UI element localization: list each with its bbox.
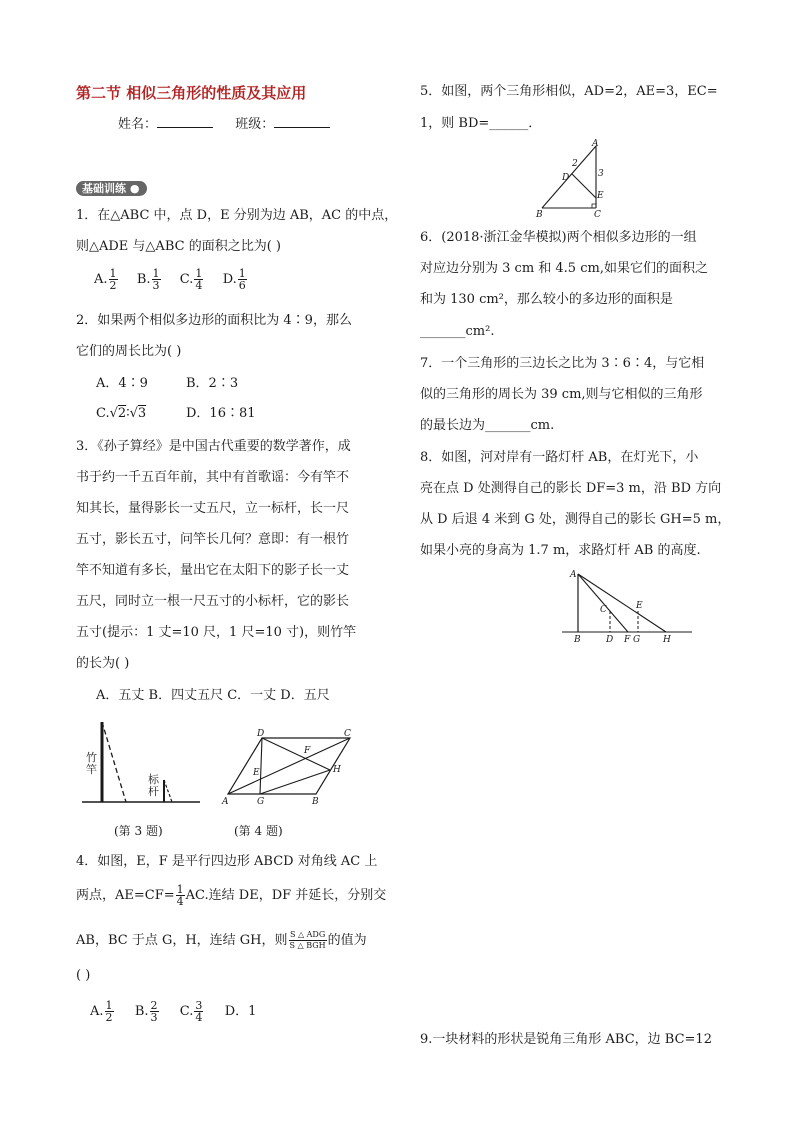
q2-option-c[interactable]: C.√2∶√3 — [96, 406, 147, 421]
badge-label: 基础训练 — [82, 182, 126, 195]
q4-option-b[interactable]: B. $\frac{2}{3}$ — [134, 999, 158, 1024]
figure-4-parallelogram — [220, 728, 360, 808]
fig5-label-b: B — [536, 210, 543, 220]
q4-line4: ( ) — [76, 968, 91, 983]
fig4-label-e: E — [253, 768, 260, 778]
exercise-badge: 基础训练 ● — [76, 177, 147, 196]
fig4-label-d: D — [257, 729, 265, 739]
q3-line3: 知其长，量得影长一丈五尺，立一标杆，长一尺 — [76, 501, 350, 516]
q2-line2: 它们的周长比为( ) — [76, 344, 182, 359]
fig3-pole-label: 竹 竿 — [86, 751, 97, 776]
q6-line1: 6．(2018·浙江金华模拟)两个相似多边形的一组 — [420, 230, 697, 245]
fig4-caption: (第 4 题) — [234, 824, 283, 838]
fig4-label-h: H — [333, 765, 341, 775]
fig4-label-f: F — [304, 746, 311, 756]
q3-line1: 3．《孙子算经》是中国古代重要的数学著作，成 — [76, 439, 351, 454]
fig8-label-f: F — [624, 635, 631, 644]
q3-line4: 五寸，影长五寸，问竿长几何？意即：有一根竹 — [76, 532, 350, 547]
q5-line1: 5．如图，两个三角形相似，AD=2，AE=3，EC= — [420, 84, 718, 99]
q3-line5: 竿不知道有多长，量出它在太阳下的影子长一丈 — [76, 563, 350, 578]
section-title: 第二节 相似三角形的性质及其应用 — [76, 84, 307, 102]
name-class-line — [118, 115, 330, 135]
class-label: 班级： — [235, 117, 275, 132]
q1-options — [94, 268, 248, 291]
q4-option-d[interactable]: D．1 — [224, 1004, 257, 1019]
fig8-label-h: H — [663, 635, 671, 644]
q2-option-d[interactable]: D．16∶81 — [186, 406, 256, 421]
fig5-label-2: 2 — [572, 159, 578, 169]
q6-line2: 对应边分别为 3 cm 和 4.5 cm,如果它们的面积之 — [420, 261, 708, 276]
name-blank[interactable] — [157, 127, 213, 128]
fig8-label-a: A — [570, 570, 577, 580]
fig5-label-3: 3 — [598, 169, 604, 179]
q8-line4: 如果小亮的身高为 1.7 m，求路灯杆 AB 的高度. — [420, 543, 701, 558]
q1-option-d[interactable]: D. $\frac{1}{6}$ — [222, 267, 246, 292]
fig4-label-b: B — [312, 797, 319, 807]
q8-line1: 8．如图，河对岸有一路灯杆 AB，在灯光下，小 — [420, 450, 699, 465]
fig8-label-b: B — [574, 635, 581, 644]
name-label: 姓名： — [118, 117, 158, 132]
q1-option-c[interactable]: C. $\frac{1}{4}$ — [179, 267, 203, 292]
fig8-label-e: E — [636, 601, 643, 611]
fig5-label-e: E — [597, 191, 604, 201]
q7-line2: 似的三角形的周长为 39 cm,则与它相似的三角形 — [420, 387, 703, 402]
q8-line3: 从 D 后退 4 米到 G 处，测得自己的影长 GH=5 m， — [420, 512, 731, 527]
q4-line3: AB，BC 于点 G，H，连结 GH，则 $\frac{\text{S △ ADG}}{\text{S △ BGH}}$ 的值为 — [76, 930, 367, 950]
q7-line1: 7．一个三角形的三边长之比为 3∶6∶4，与它相 — [420, 356, 705, 371]
fig3-stick-label: 标 杆 — [148, 773, 159, 798]
fig8-label-d: D — [606, 635, 614, 644]
fig4-label-a: A — [222, 797, 229, 807]
q6-line3: 和为 130 cm²，那么较小的多边形的面积是 — [420, 292, 673, 307]
q6-line4: _______cm². — [420, 324, 495, 339]
fig5-label-c: C — [594, 210, 601, 220]
q8-line2: 亮在点 D 处测得自己的影长 DF=3 m，沿 BD 方向 — [420, 481, 722, 496]
q4-options — [90, 1000, 256, 1023]
q4-line2: 两点，AE=CF= $\frac{1}{4}$ AC.连结 DE，DF 并延长，分别交 — [76, 883, 387, 908]
fig5-label-d: D — [562, 173, 570, 183]
q2-option-b[interactable]: B．2∶3 — [186, 376, 239, 391]
q1-line1: 1．在△ABC 中，点 D，E 分别为边 AB，AC 的中点， — [76, 208, 398, 223]
q2-line1: 2．如果两个相似多边形的面积比为 4∶9，那么 — [76, 313, 352, 328]
fig4-label-g: G — [257, 797, 265, 807]
q4-option-a[interactable]: A. $\frac{1}{2}$ — [90, 999, 113, 1024]
q3-line7: 五寸(提示：1 丈=10 尺，1 尺=10 寸)，则竹竿 — [76, 625, 357, 640]
fig8-label-c: C — [600, 605, 607, 615]
q3-options[interactable]: A．五丈 B．四丈五尺 C．一丈 D．五尺 — [96, 688, 330, 703]
class-blank[interactable] — [274, 127, 330, 128]
figure-8-lamppost — [560, 566, 694, 644]
q7-line3: 的最长边为_______cm. — [420, 418, 555, 433]
figure-5-triangles — [534, 138, 610, 220]
q3-line6: 五尺，同时立一根一尺五寸的小标杆，它的影长 — [76, 594, 350, 609]
q3-line2: 书于约一千五百年前，其中有首歌谣：今有竿不 — [76, 470, 350, 485]
fig8-label-g: G — [633, 635, 641, 644]
fig3-caption: (第 3 题) — [114, 824, 163, 838]
fig5-label-a: A — [592, 139, 599, 149]
q1-option-a[interactable]: A. $\frac{1}{2}$ — [94, 267, 117, 292]
q1-line2: 则△ADE 与△ABC 的面积之比为( ) — [76, 239, 281, 254]
q4-line1: 4．如图，E，F 是平行四边形 ABCD 对角线 AC 上 — [76, 854, 378, 869]
q4-option-c[interactable]: C. $\frac{3}{4}$ — [179, 999, 203, 1024]
q5-line2: 1，则 BD=______． — [420, 116, 542, 131]
q3-line8: 的长为( ) — [76, 656, 130, 671]
fig4-label-c: C — [344, 729, 351, 739]
q2-option-a[interactable]: A．4∶9 — [96, 376, 148, 391]
q1-option-b[interactable]: B. $\frac{1}{3}$ — [136, 267, 160, 292]
q9-line1: 9.一块材料的形状是锐角三角形 ABC，边 BC=12 — [420, 1032, 712, 1047]
